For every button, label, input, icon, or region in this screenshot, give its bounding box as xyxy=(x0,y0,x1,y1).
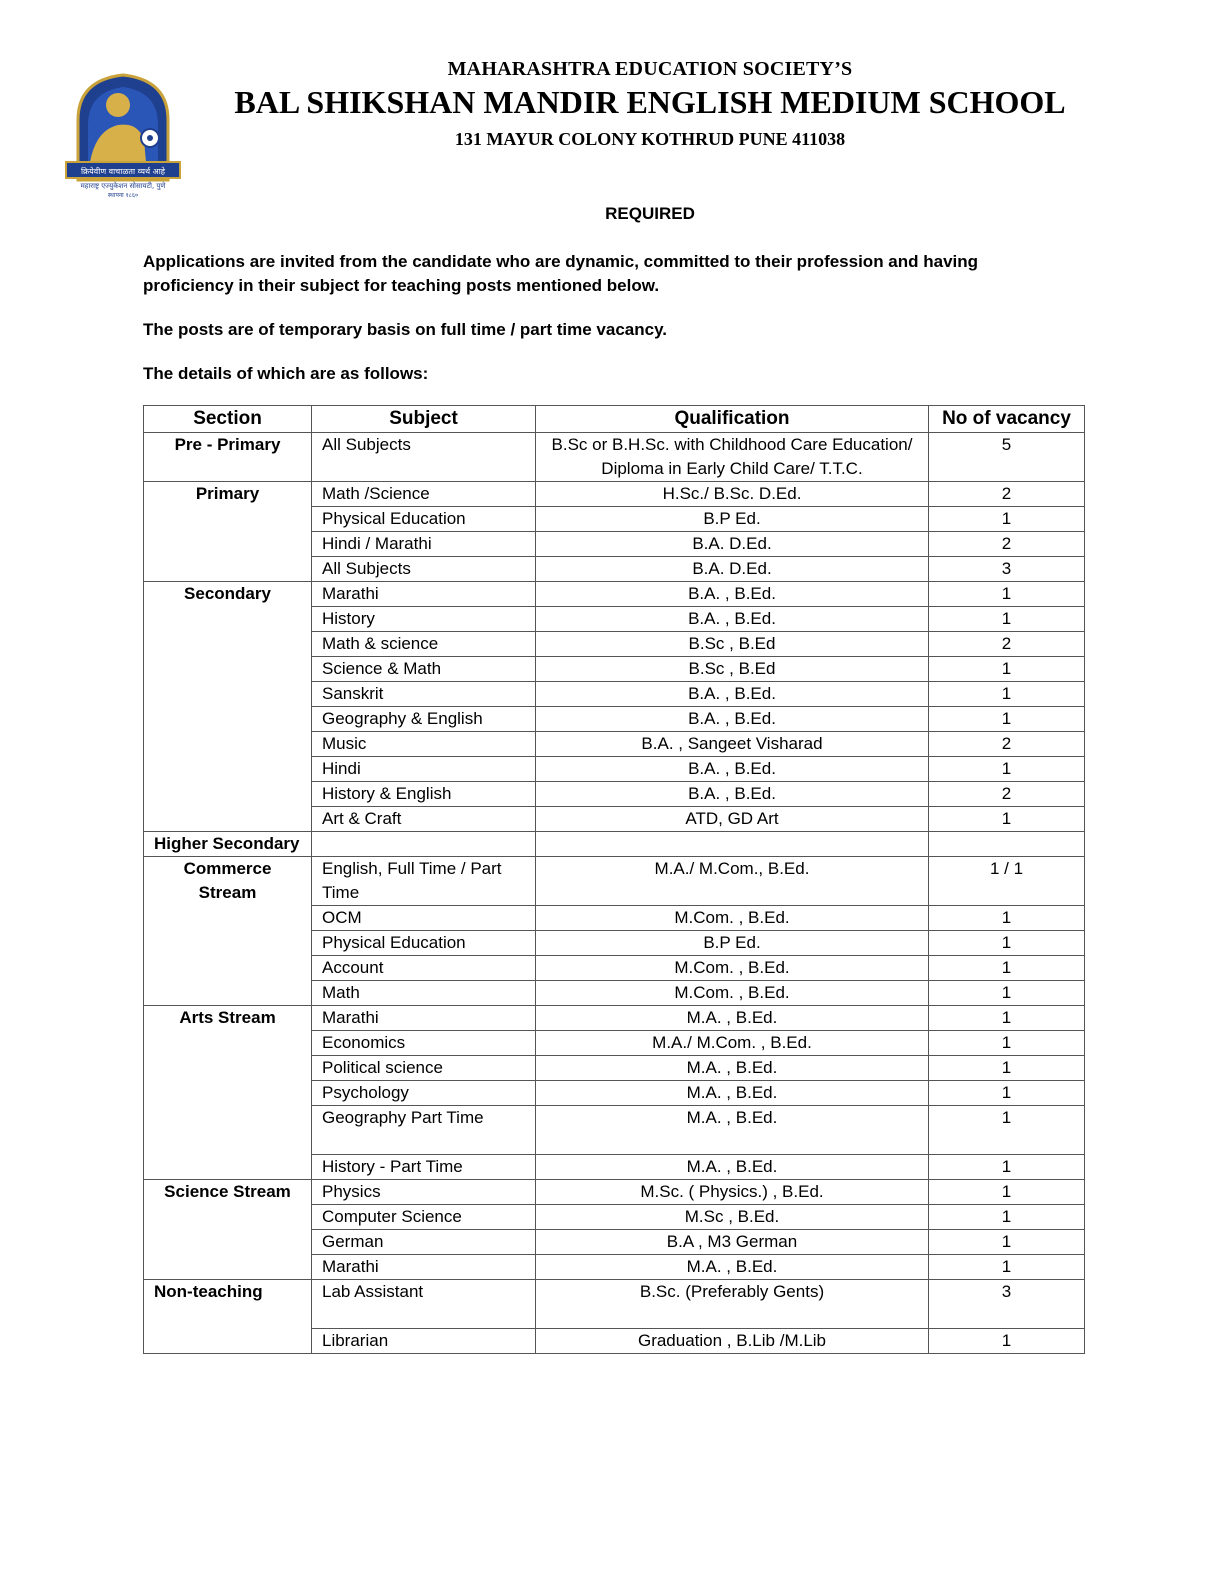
section-cell: Higher Secondary xyxy=(144,832,312,857)
qualification-cell: B.Sc. (Preferably Gents) xyxy=(536,1280,929,1329)
table-row xyxy=(144,482,1085,507)
subject-cell: Art & Craft xyxy=(312,807,536,832)
qualification-cell: B.A. D.Ed. xyxy=(536,557,929,582)
vacancy-cell: 1 xyxy=(929,707,1085,732)
vacancy-cell: 1 xyxy=(929,1106,1085,1155)
subject-cell: Hindi / Marathi xyxy=(312,532,536,557)
vacancy-cell: 2 xyxy=(929,482,1085,507)
vacancy-cell: 1 xyxy=(929,981,1085,1006)
subject-cell: All Subjects xyxy=(312,433,536,482)
vacancy-cell: 1 xyxy=(929,757,1085,782)
subject-cell: Physical Education xyxy=(312,507,536,532)
qualification-cell: B.A. , B.Ed. xyxy=(536,582,929,607)
qualification-cell: M.Sc , B.Ed. xyxy=(536,1205,929,1230)
qualification-cell: M.A. , B.Ed. xyxy=(536,1081,929,1106)
qualification-cell xyxy=(536,832,929,857)
vacancy-cell: 5 xyxy=(929,433,1085,482)
notice-paragraph-2: The posts are of temporary basis on full time / part time vacancy. xyxy=(143,320,668,339)
qualification-cell: B.A. , B.Ed. xyxy=(536,607,929,632)
subject-cell: Marathi xyxy=(312,1255,536,1280)
header-qualification: Qualification xyxy=(536,406,929,433)
subject-cell: Economics xyxy=(312,1031,536,1056)
vacancy-cell: 1 xyxy=(929,582,1085,607)
qualification-cell: M.A. , B.Ed. xyxy=(536,1006,929,1031)
vacancy-cell: 1 xyxy=(929,1081,1085,1106)
section-cell: Arts Stream xyxy=(144,1006,312,1180)
svg-text:क्रियेवीण वाचाळता व्यर्थ आहे: क्रियेवीण वाचाळता व्यर्थ आहे xyxy=(80,167,166,176)
table-row xyxy=(144,1180,1085,1205)
subject-cell: OCM xyxy=(312,906,536,931)
subject-cell: Math & science xyxy=(312,632,536,657)
subject-cell: Hindi xyxy=(312,757,536,782)
subject-cell: Librarian xyxy=(312,1329,536,1354)
table-row xyxy=(144,832,1085,857)
table-row xyxy=(144,1280,1085,1329)
vacancy-cell: 1 xyxy=(929,1255,1085,1280)
qualification-cell: B.P Ed. xyxy=(536,931,929,956)
vacancy-table xyxy=(143,405,1085,1354)
vacancy-cell: 1 xyxy=(929,1155,1085,1180)
vacancy-cell: 1 xyxy=(929,1205,1085,1230)
qualification-cell: H.Sc./ B.Sc. D.Ed. xyxy=(536,482,929,507)
table-row xyxy=(144,433,1085,482)
subject-cell: Physics xyxy=(312,1180,536,1205)
vacancy-cell xyxy=(929,832,1085,857)
qualification-cell: B.A. , B.Ed. xyxy=(536,707,929,732)
subject-cell: Math xyxy=(312,981,536,1006)
subject-cell: English, Full Time / Part Time xyxy=(312,857,536,906)
qualification-cell: B.Sc , B.Ed xyxy=(536,657,929,682)
subject-cell xyxy=(312,832,536,857)
qualification-cell: M.A. , B.Ed. xyxy=(536,1106,929,1155)
vacancy-cell: 1 xyxy=(929,507,1085,532)
vacancy-cell: 3 xyxy=(929,1280,1085,1329)
qualification-cell: B.P Ed. xyxy=(536,507,929,532)
notice-paragraph-1: Applications are invited from the candidate who are dynamic, committed to their profession and having proficiency in their subject for teaching posts mentioned below. xyxy=(143,252,979,295)
svg-text:स्थापना १८६०: स्थापना १८६० xyxy=(107,192,139,199)
subject-cell: History & English xyxy=(312,782,536,807)
table-header-row xyxy=(144,406,1085,433)
subject-cell: Math /Science xyxy=(312,482,536,507)
subject-cell: German xyxy=(312,1230,536,1255)
qualification-cell: B.A. D.Ed. xyxy=(536,532,929,557)
section-cell: Pre - Primary xyxy=(144,433,312,482)
vacancy-cell: 1 xyxy=(929,931,1085,956)
qualification-cell: M.A./ M.Com. , B.Ed. xyxy=(536,1031,929,1056)
subject-cell: Sanskrit xyxy=(312,682,536,707)
header-section: Section xyxy=(144,406,312,433)
section-cell: Secondary xyxy=(144,582,312,832)
qualification-cell: B.A. , B.Ed. xyxy=(536,682,929,707)
vacancy-cell: 2 xyxy=(929,732,1085,757)
qualification-cell: M.A. , B.Ed. xyxy=(536,1056,929,1081)
subject-cell: Geography & English xyxy=(312,707,536,732)
qualification-cell: M.Com. , B.Ed. xyxy=(536,906,929,931)
vacancy-cell: 1 xyxy=(929,682,1085,707)
table-row xyxy=(144,1006,1085,1031)
section-cell: Science Stream xyxy=(144,1180,312,1280)
vacancy-cell: 1 xyxy=(929,1230,1085,1255)
subject-cell: History - Part Time xyxy=(312,1155,536,1180)
qualification-cell: B.A. , B.Ed. xyxy=(536,757,929,782)
section-cell: Primary xyxy=(144,482,312,582)
subject-cell: Computer Science xyxy=(312,1205,536,1230)
vacancy-cell: 1 xyxy=(929,906,1085,931)
vacancy-cell: 1 xyxy=(929,1031,1085,1056)
qualification-cell: B.A. , B.Ed. xyxy=(536,782,929,807)
header-vacancy: No of vacancy xyxy=(929,406,1085,433)
section-cell: Non-teaching xyxy=(144,1280,312,1354)
qualification-cell: M.A./ M.Com., B.Ed. xyxy=(536,857,929,906)
qualification-cell: M.A. , B.Ed. xyxy=(536,1255,929,1280)
vacancy-cell: 1 xyxy=(929,956,1085,981)
vacancy-cell: 1 xyxy=(929,607,1085,632)
qualification-cell: Graduation , B.Lib /M.Lib xyxy=(536,1329,929,1354)
notice-paragraph-3: The details of which are as follows: xyxy=(143,364,429,383)
vacancy-cell: 2 xyxy=(929,782,1085,807)
subject-cell: Marathi xyxy=(312,582,536,607)
society-name: MAHARASHTRA EDUCATION SOCIETY’S xyxy=(447,58,853,80)
vacancy-cell: 1 / 1 xyxy=(929,857,1085,906)
qualification-cell: M.Com. , B.Ed. xyxy=(536,981,929,1006)
subject-cell: Lab Assistant xyxy=(312,1280,536,1329)
qualification-cell: B.A. , Sangeet Visharad xyxy=(536,732,929,757)
subject-cell: Account xyxy=(312,956,536,981)
notice-title: REQUIRED xyxy=(605,204,695,223)
school-name: BAL SHIKSHAN MANDIR ENGLISH MEDIUM SCHOOL xyxy=(234,84,1066,120)
subject-cell: Marathi xyxy=(312,1006,536,1031)
header-subject: Subject xyxy=(312,406,536,433)
svg-text:महाराष्ट्र एज्युकेशन सोसायटी,: महाराष्ट्र एज्युकेशन सोसायटी, पुणे xyxy=(80,182,166,190)
subject-cell: Science & Math xyxy=(312,657,536,682)
table-row xyxy=(144,582,1085,607)
qualification-cell: M.Com. , B.Ed. xyxy=(536,956,929,981)
subject-cell: Music xyxy=(312,732,536,757)
vacancy-cell: 1 xyxy=(929,1006,1085,1031)
subject-cell: All Subjects xyxy=(312,557,536,582)
qualification-cell: B.A , M3 German xyxy=(536,1230,929,1255)
section-cell: Commerce Stream xyxy=(144,857,312,1006)
subject-cell: Geography Part Time xyxy=(312,1106,536,1155)
school-address: 131 MAYUR COLONY KOTHRUD PUNE 411038 xyxy=(454,129,846,149)
vacancy-cell: 1 xyxy=(929,1180,1085,1205)
qualification-cell: B.Sc or B.H.Sc. with Childhood Care Education/ Diploma in Early Child Care/ T.T.C. xyxy=(536,433,929,482)
vacancy-cell: 1 xyxy=(929,1056,1085,1081)
subject-cell: Psychology xyxy=(312,1081,536,1106)
subject-cell: History xyxy=(312,607,536,632)
vacancy-cell: 2 xyxy=(929,632,1085,657)
vacancy-cell: 1 xyxy=(929,657,1085,682)
qualification-cell: M.A. , B.Ed. xyxy=(536,1155,929,1180)
vacancy-cell: 1 xyxy=(929,1329,1085,1354)
qualification-cell: M.Sc. ( Physics.) , B.Ed. xyxy=(536,1180,929,1205)
subject-cell: Political science xyxy=(312,1056,536,1081)
qualification-cell: B.Sc , B.Ed xyxy=(536,632,929,657)
vacancy-cell: 1 xyxy=(929,807,1085,832)
vacancy-cell: 2 xyxy=(929,532,1085,557)
vacancy-cell: 3 xyxy=(929,557,1085,582)
qualification-cell: ATD, GD Art xyxy=(536,807,929,832)
subject-cell: Physical Education xyxy=(312,931,536,956)
table-row xyxy=(144,857,1085,906)
